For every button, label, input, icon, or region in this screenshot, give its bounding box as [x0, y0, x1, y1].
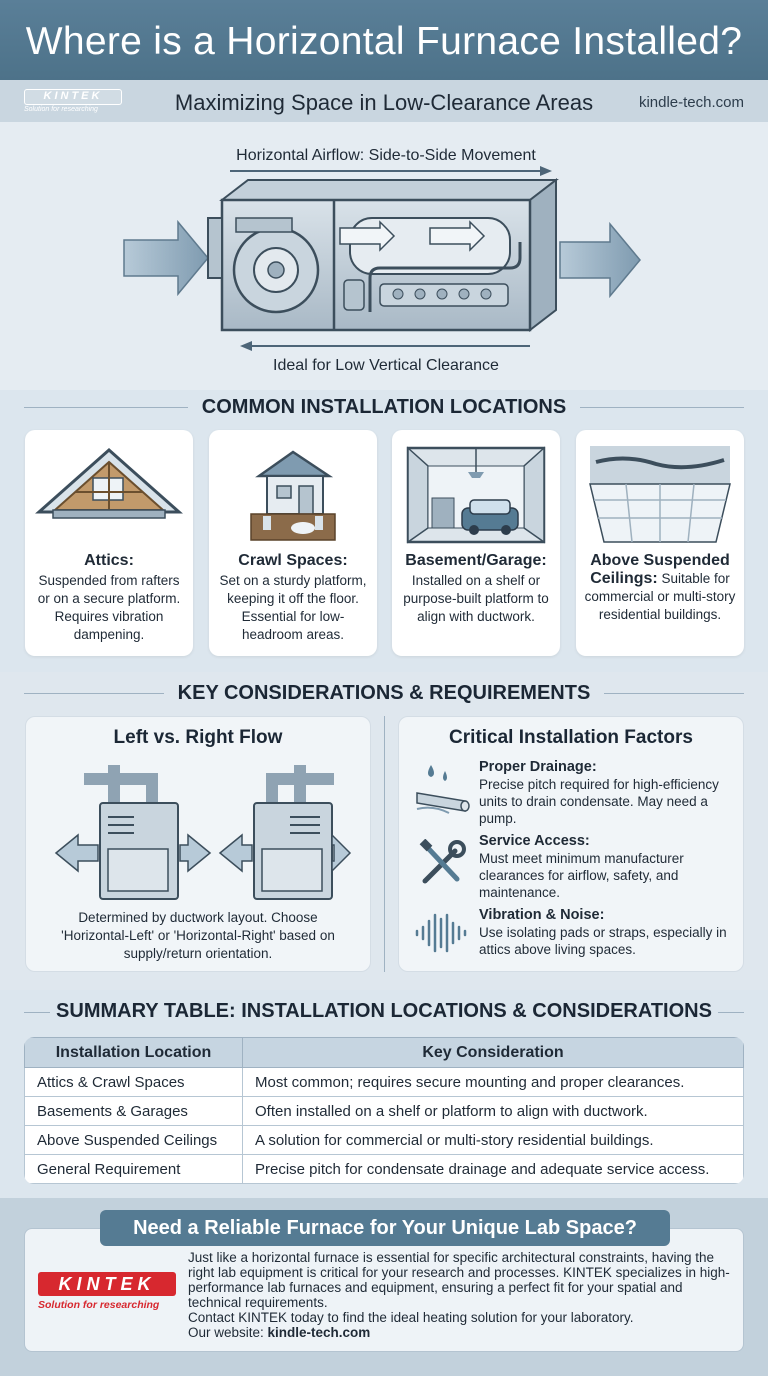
clearance-label: Ideal for Low Vertical Clearance — [273, 357, 499, 374]
table-cell: Often installed on a shelf or platform to align with ductwork. — [243, 1097, 744, 1126]
factor-desc: Use isolating pads or straps, especially in attics above living spaces. — [479, 925, 727, 957]
table-header-row — [25, 1038, 744, 1068]
column-header: Installation Location — [25, 1038, 243, 1068]
location-card-suspended-ceilings — [576, 430, 744, 656]
flow-title: Left vs. Right Flow — [113, 727, 283, 748]
table-row — [25, 1097, 744, 1126]
flow-description: Determined by ductwork layout. Choose 'Horizontal-Left' or 'Horizontal-Right' based on supply/return orientation. — [61, 910, 335, 961]
table-row — [25, 1126, 744, 1155]
website-label: Our website: — [188, 1325, 268, 1340]
location-name: Basement/Garage: — [405, 552, 547, 569]
factor-desc: Precise pitch required for high-efficiency units to drain condensate. May need a pump. — [479, 777, 719, 826]
table-cell: Above Suspended Ceilings — [25, 1126, 243, 1155]
horizontal-furnace-diagram — [0, 122, 768, 390]
logo-tagline: Solution for researching — [24, 106, 98, 113]
flow-panel — [25, 716, 371, 972]
table-cell: Basements & Garages — [25, 1097, 243, 1126]
hero-section — [0, 122, 768, 390]
table-cell: Most common; requires secure mounting and proper clearances. — [243, 1068, 744, 1097]
sound-wave-icon — [413, 913, 471, 953]
location-card-basement-garage — [392, 430, 560, 656]
location-desc: Installed on a shelf or purpose-built platform to align with ductwork. — [403, 573, 549, 624]
location-card-crawl-spaces — [209, 430, 377, 656]
logo-text: KINTEK — [24, 89, 122, 105]
location-desc: Suspended from rafters or on a secure platform. Requires vibration dampening. — [37, 573, 181, 642]
table-row — [25, 1155, 744, 1184]
airflow-label: Horizontal Airflow: Side-to-Side Movement — [236, 147, 536, 164]
vertical-divider — [384, 716, 385, 972]
cta-contact: Contact KINTEK today to find the ideal heating solution for your laboratory. — [188, 1310, 634, 1325]
left-right-flow-furnaces-icon — [44, 755, 354, 905]
furnace-cabinet-icon — [208, 180, 556, 330]
drainage-pipe-icon — [413, 761, 471, 815]
house-crawlspace-icon — [219, 442, 367, 547]
airflow-in-arrow-icon — [124, 222, 208, 294]
cta-text — [188, 1250, 736, 1340]
kintek-footer-logo[interactable] — [38, 1272, 180, 1311]
locations-title: COMMON INSTALLATION LOCATIONS — [201, 396, 567, 418]
logo-text: KINTEK — [38, 1272, 176, 1296]
table-cell: Precise pitch for condensate drainage and adequate service access. — [243, 1155, 744, 1184]
ceiling-grid-icon — [586, 442, 734, 547]
table-row — [25, 1068, 744, 1097]
cta-paragraph: Just like a horizontal furnace is essential for specific architectural constraints, having the right lab equipment is critical for your research and processes. KINTEK specializes in high-performance lab furnaces and equipment, ensuring a perfect fit for your spatial and technical requirements. — [188, 1250, 730, 1310]
wrench-screwdriver-icon — [417, 839, 467, 889]
location-name: Crawl Spaces: — [238, 552, 348, 569]
factor-name: Vibration & Noise: — [479, 907, 605, 923]
factors-title: Critical Installation Factors — [449, 727, 693, 748]
garage-icon — [402, 442, 550, 547]
cta-title: Need a Reliable Furnace for Your Unique Lab Space? — [100, 1210, 670, 1246]
location-name: Above Suspended Ceilings: — [590, 552, 730, 587]
page-title: Where is a Horizontal Furnace Installed? — [25, 20, 743, 63]
factor-desc: Must meet minimum manufacturer clearances for airflow, safety, and maintenance. — [479, 851, 684, 900]
footer-website-link[interactable]: kindle-tech.com — [267, 1325, 371, 1340]
factor-name: Service Access: — [479, 833, 590, 849]
cta-website-line — [188, 1325, 736, 1340]
location-desc: Suitable for commercial or multi-story residential buildings. — [584, 571, 736, 622]
location-name: Attics: — [84, 552, 134, 569]
summary-table — [24, 1037, 744, 1184]
column-header: Key Consideration — [243, 1038, 744, 1068]
logo-tagline: Solution for researching — [38, 1299, 160, 1311]
attic-icon — [35, 442, 183, 547]
summary-title: SUMMARY TABLE: INSTALLATION LOCATIONS & CONSIDERATIONS — [56, 1000, 712, 1022]
factor-name: Proper Drainage: — [479, 759, 597, 775]
location-card-attics — [25, 430, 193, 656]
airflow-out-arrow-icon — [560, 224, 640, 296]
page-subtitle: Maximizing Space in Low-Clearance Areas — [174, 90, 594, 115]
header-banner — [0, 0, 768, 80]
location-desc: Set on a sturdy platform, keeping it off the floor. Essential for low-headroom areas. — [219, 573, 367, 642]
table-cell: Attics & Crawl Spaces — [25, 1068, 243, 1097]
table-cell: General Requirement — [25, 1155, 243, 1184]
factors-panel — [398, 716, 744, 972]
considerations-title: KEY CONSIDERATIONS & REQUIREMENTS — [177, 682, 591, 704]
website-link[interactable]: kindle-tech.com — [638, 94, 744, 111]
table-cell: A solution for commercial or multi-story residential buildings. — [243, 1126, 744, 1155]
